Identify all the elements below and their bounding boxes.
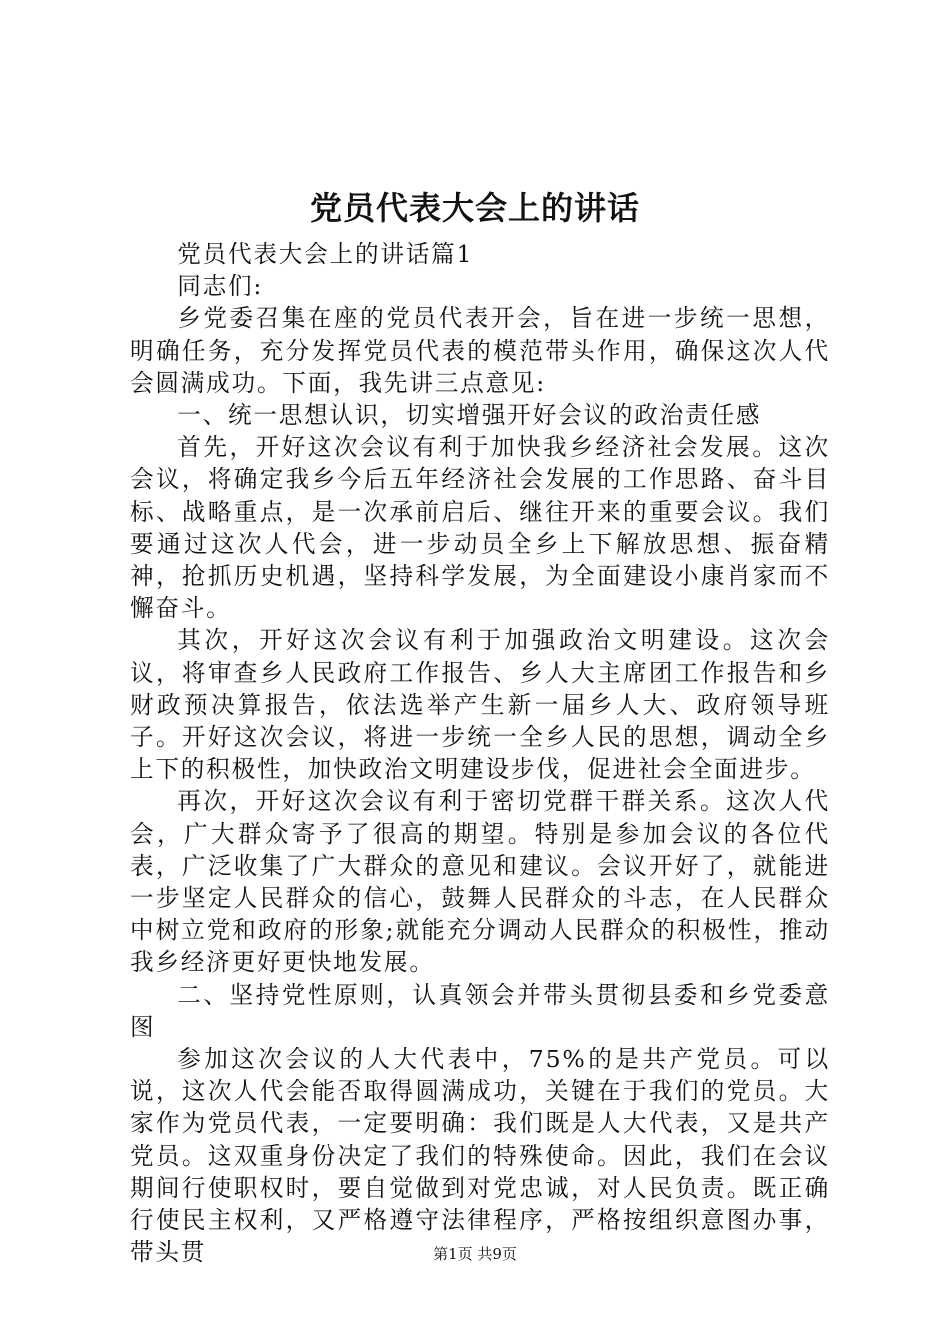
section-heading: 二、坚持党性原则，认真领会并带头贯彻县委和乡党委意图 [130, 980, 830, 1041]
body-paragraph: 乡党委召集在座的党员代表开会，旨在进一步统一思想，明确任务，充分发挥党员代表的模范带头作用，确保这次人代会圆满成功。下面，我先讲三点意见: [130, 304, 830, 397]
page-number-footer: 第1页 共9页 [433, 1245, 517, 1263]
section-heading: 一、统一思想认识，切实增强开好会议的政治责任感 [177, 401, 762, 430]
document-title: 党员代表大会上的讲话 [309, 189, 640, 227]
document-body [130, 238, 830, 1269]
salutation-paragraph: 同志们: [177, 272, 264, 301]
body-paragraph: 其次，开好这次会议有利于加强政治文明建设。这次会议，将审查乡人民政府工作报告、乡人大主席团工作报告和乡财政预决算报告，依法选举产生新一届乡人大、政府领导班子。开好这次会议，将进一步统一全乡人民的思想，调动全乡上下的积极性，加快政治文明建设步伐，促进社会全面进步。 [130, 626, 830, 784]
subtitle-paragraph: 党员代表大会上的讲话篇1 [177, 240, 474, 268]
body-paragraph: 参加这次会议的人大代表中，75%的是共产党员。可以说，这次人代会能否取得圆满成功，关键在于我们的党员。大家作为党员代表，一定要明确：我们既是人大代表，又是共产党员。这双重身份决定了我们的特殊使命。因此，我们在会议期间行使职权时，要自觉做到对党忠诚，对人民负责。既正确行使民主权利，又严格遵守法律程序，严格按组织意图办事，带头贯 [130, 1045, 830, 1267]
body-paragraph: 再次，开好这次会议有利于密切党群干群关系。这次人代会，广大群众寄予了很高的期望。特别是参加会议的各位代表，广泛收集了广大群众的意见和建议。会议开好了，就能进一步坚定人民群众的信心，鼓舞人民群众的斗志，在人民群众中树立党和政府的形象;就能充分调动人民群众的积极性，推动我乡经济更好更快地发展。 [130, 787, 830, 977]
body-paragraph: 首先，开好这次会议有利于加快我乡经济社会发展。这次会议，将确定我乡今后五年经济社会发展的工作思路、奋斗目标、战略重点，是一次承前启后、继往开来的重要会议。我们要通过这次人代会，进一步动员全乡上下解放思想、振奋精神，抢抓历史机遇，坚持科学发展，为全面建设小康肖家而不懈奋斗。 [130, 433, 830, 623]
